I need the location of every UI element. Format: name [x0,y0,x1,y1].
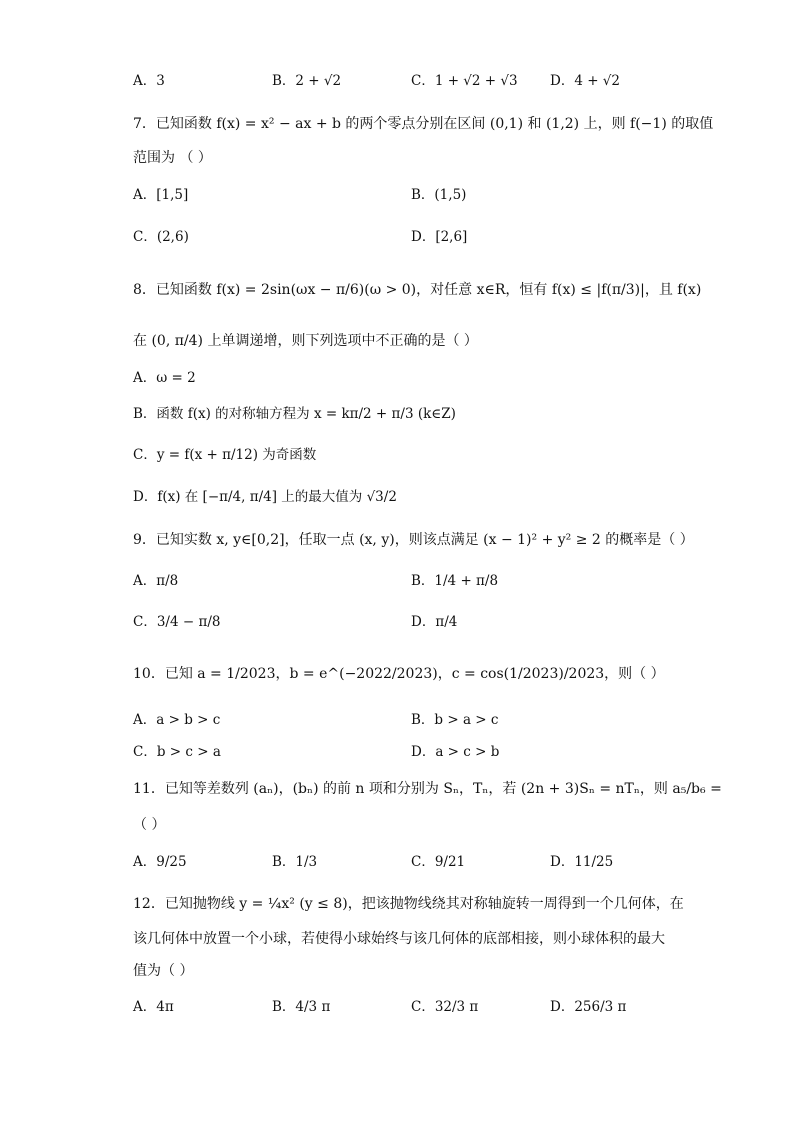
q11-stem-line1: 11．已知等差数列 (aₙ)，(bₙ) 的前 n 项和分别为 Sₙ，Tₙ，若 (2n + 3)Sₙ = nTₙ，则 a₅/b₆ = [133,781,722,797]
q7-option-a: A．[1,5] [133,187,189,203]
q9-option-b: B．1/4 + π/8 [411,573,499,589]
q11-option-a: A．9/25 [133,854,187,870]
q9-option-d: D．π/4 [411,614,458,630]
q9-option-a: A．π/8 [133,573,179,589]
q12-option-c: C．32/3 π [411,999,479,1015]
q8-stem-line1: 8．已知函数 f(x) = 2sin(ωx − π/6)(ω > 0)，对任意 x∈R，恒有 f(x) ≤ |f(π/3)|，且 f(x) [133,282,702,298]
q7-option-d: D．[2,6] [411,229,468,245]
q12-option-b: B．4/3 π [272,999,331,1015]
q11-option-c: C．9/21 [411,854,466,870]
q6-option-d: D．4 + √2 [550,73,620,89]
q10-option-d: D．a > c > b [411,744,500,760]
q10-stem-line1: 10．已知 a = 1/2023，b = e^(−2022/2023)，c = cos(1/2023)/2023，则（ ） [133,666,665,682]
q6-option-c: C．1 + √2 + √3 [411,73,518,89]
q12-stem-line2: 该几何体中放置一个小球，若使得小球始终与该几何体的底部相接，则小球体积的最大 [133,931,665,947]
q9-stem-line1: 9．已知实数 x, y∈[0,2]，任取一点 (x, y)，则该点满足 (x − 1)² + y² ≥ 2 的概率是（ ） [133,532,694,548]
q12-stem-line1: 12．已知抛物线 y = ¼x² (y ≤ 8)，把该抛物线绕其对称轴旋转一周得到一个几何体，在 [133,896,684,912]
q12-option-a: A．4π [133,999,174,1015]
q10-option-c: C．b > c > a [133,744,221,760]
q7-stem-line1: 7．已知函数 f(x) = x² − ax + b 的两个零点分别在区间 (0,1) 和 (1,2) 上，则 f(−1) 的取值 [133,116,714,132]
q11-option-d: D．11/25 [550,854,614,870]
q11-stem-line2: （ ） [133,817,166,833]
q10-option-a: A．a > b > c [133,712,221,728]
q9-option-c: C．3/4 − π/8 [133,614,221,630]
q7-option-c: C．(2,6) [133,229,189,245]
q7-option-b: B．(1,5) [411,187,467,203]
q8-option-c: C．y = f(x + π/12) 为奇函数 [133,447,317,463]
q12-option-d: D．256/3 π [550,999,627,1015]
q8-stem-line2: 在 (0, π/4) 上单调递增，则下列选项中不正确的是（ ） [133,333,478,349]
q11-option-b: B．1/3 [272,854,318,870]
q6-option-a: A．3 [133,73,165,89]
q6-option-b: B．2 + √2 [272,73,342,89]
q8-option-d: D．f(x) 在 [−π/4, π/4] 上的最大值为 √3/2 [133,489,397,505]
q8-option-a: A．ω = 2 [133,370,196,386]
q7-stem-line2: 范围为 （ ） [133,150,212,166]
q12-stem-line3: 值为（ ） [133,963,194,979]
q10-option-b: B．b > a > c [411,712,499,728]
q8-option-b: B．函数 f(x) 的对称轴方程为 x = kπ/2 + π/3 (k∈Z) [133,406,456,422]
